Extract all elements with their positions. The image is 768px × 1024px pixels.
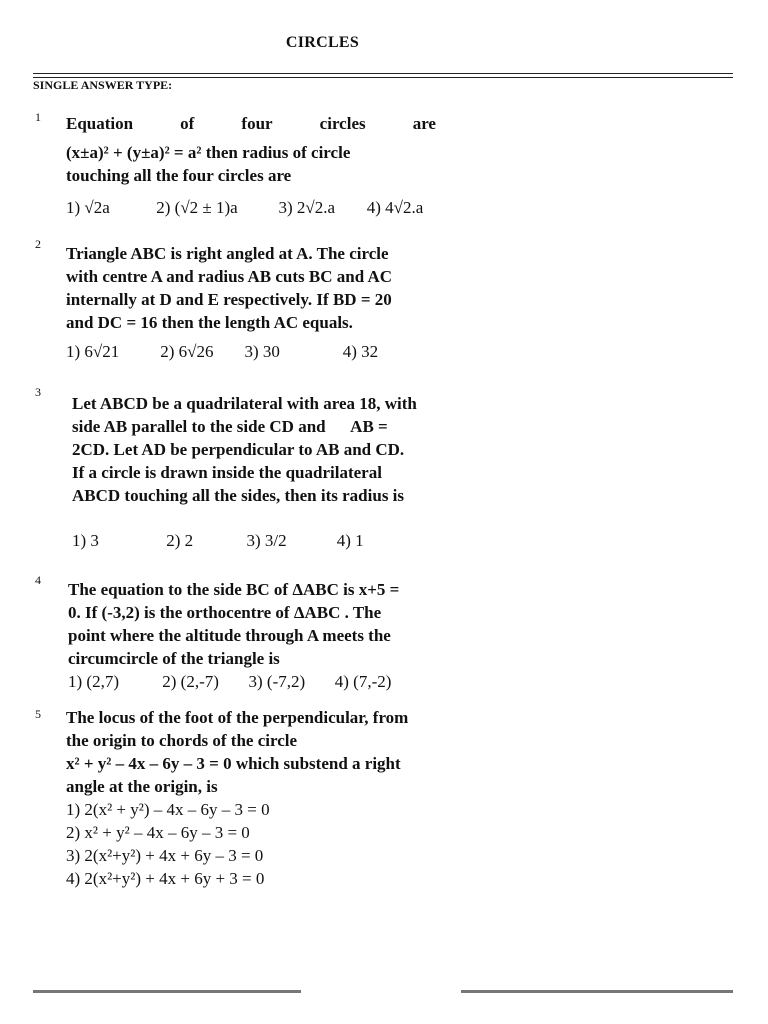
question-3-option-3[interactable]: 3) 3/2 [246, 531, 287, 550]
question-1-word: of [180, 114, 195, 133]
question-2-option-3[interactable]: 3) 30 [244, 342, 280, 361]
question-2-line-1: Triangle ABC is right angled at A. The circle [66, 244, 389, 263]
question-1 [66, 112, 444, 219]
question-1-option-4[interactable]: 4) 4√2.a [366, 198, 424, 217]
question-2-line-2: with centre A and radius AB cuts BC and AC [66, 267, 393, 286]
question-5-option-3[interactable]: 3) 2(x²+y²) + 4x + 6y – 3 = 0 [66, 846, 264, 865]
question-5 [66, 706, 444, 890]
question-2-option-4[interactable]: 4) 32 [342, 342, 379, 361]
question-2-options [66, 340, 444, 363]
question-number-3: 3 [35, 385, 41, 399]
question-1-line-1 [66, 112, 436, 135]
question-1-word: four [241, 114, 273, 133]
question-3-option-4[interactable]: 4) 1 [336, 531, 364, 550]
question-2 [66, 242, 444, 363]
question-4-option-3[interactable]: 3) (-7,2) [248, 672, 306, 691]
question-number-5: 5 [35, 707, 41, 721]
question-1-line-2: (x±a)² + (y±a)² = a² then radius of circle [66, 143, 351, 162]
question-4-line-2: 0. If (-3,2) is the orthocentre of ΔABC . The [68, 603, 382, 622]
question-1-options [66, 196, 444, 219]
question-number-4: 4 [35, 573, 41, 587]
question-4-option-1[interactable]: 1) (2,7) [68, 672, 119, 691]
question-4-option-2[interactable]: 2) (2,-7) [162, 672, 219, 691]
section-heading: SINGLE ANSWER TYPE: [33, 78, 173, 92]
question-5-line-2: the origin to chords of the circle [66, 731, 298, 750]
footer-rule-right [461, 990, 733, 993]
question-4-line-3: point where the altitude through A meets the [68, 626, 391, 645]
question-1-word: circles [319, 114, 366, 133]
question-2-option-1[interactable]: 1) 6√21 [66, 342, 120, 361]
question-5-line-4: angle at the origin, is [66, 777, 218, 796]
header-rule-top [33, 73, 733, 74]
question-3 [72, 392, 442, 552]
question-5-option-4[interactable]: 4) 2(x²+y²) + 4x + 6y + 3 = 0 [66, 869, 265, 888]
question-5-option-1[interactable]: 1) 2(x² + y²) – 4x – 6y – 3 = 0 [66, 800, 270, 819]
question-3-line-4: If a circle is drawn inside the quadrilateral [72, 463, 382, 482]
question-1-word: are [412, 114, 436, 133]
question-4 [68, 578, 446, 693]
question-4-line-1: The equation to the side BC of ΔABC is x+5 = [68, 580, 400, 599]
question-3-options [72, 529, 442, 552]
question-5-line-3: x² + y² – 4x – 6y – 3 = 0 which substend a right [66, 754, 401, 773]
question-1-option-3[interactable]: 3) 2√2.a [278, 198, 336, 217]
question-1-line-3: touching all the four circles are [66, 166, 292, 185]
question-1-word: Equation [66, 114, 134, 133]
question-3-option-2[interactable]: 2) 2 [166, 531, 194, 550]
question-3-option-1[interactable]: 1) 3 [72, 531, 99, 550]
question-3-line-3: 2CD. Let AD be perpendicular to AB and CD. [72, 440, 405, 459]
question-4-options [68, 670, 446, 693]
question-number-2: 2 [35, 237, 41, 251]
question-4-line-4: circumcircle of the triangle is [68, 649, 280, 668]
question-5-line-1: The locus of the foot of the perpendicular, from [66, 708, 409, 727]
question-3-line-1: Let ABCD be a quadrilateral with area 18, with [72, 394, 417, 413]
question-2-line-3: internally at D and E respectively. If BD = 20 [66, 290, 392, 309]
question-1-option-1[interactable]: 1) √2a [66, 198, 110, 217]
question-number-1: 1 [35, 110, 41, 124]
question-1-option-2[interactable]: 2) (√2 ± 1)a [156, 198, 238, 217]
question-2-line-4: and DC = 16 then the length AC equals. [66, 313, 353, 332]
footer-rule-left [33, 990, 301, 993]
question-5-option-2[interactable]: 2) x² + y² – 4x – 6y – 3 = 0 [66, 823, 250, 842]
question-3-line-2: side AB parallel to the side CD and AB = [72, 417, 388, 436]
question-2-option-2[interactable]: 2) 6√26 [160, 342, 214, 361]
question-4-option-4[interactable]: 4) (7,-2) [334, 672, 392, 691]
question-3-line-5: ABCD touching all the sides, then its radius is [72, 486, 405, 505]
page-title: CIRCLES [285, 34, 360, 51]
